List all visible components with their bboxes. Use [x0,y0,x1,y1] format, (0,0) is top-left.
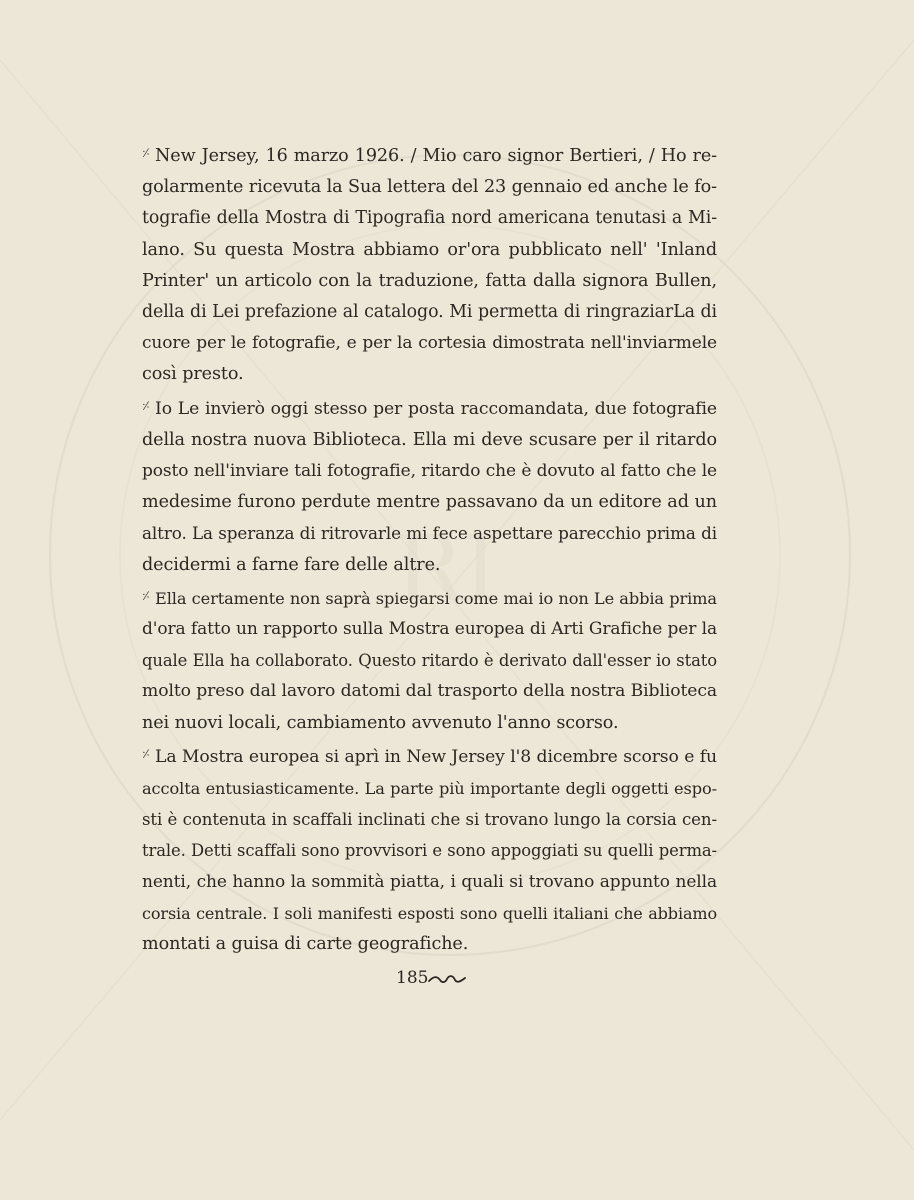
paragraph-mark-icon: ⸓ [142,146,150,160]
paragraph-mark-icon: ⸓ [142,746,150,761]
paragraph-2 [142,391,717,581]
page-folio [384,962,474,996]
text-line: sti è contenuta in scaffali inclinati che si trovano lungo la corsia cen- [142,810,717,830]
paragraph-3 [142,581,717,739]
line-text: Ella certamente non saprà spiegarsi come mai io non Le abbia prima [155,588,717,608]
swash-ornament-icon [428,972,466,986]
line-text: Io Le invierò oggi stesso per posta raccomandata, due fotografie [155,398,717,419]
text-line [142,581,717,614]
paragraph-mark-icon: ⸓ [142,588,150,603]
text-line: posto nell'inviare tali fotografie, ritardo che è dovuto al fatto che le [142,461,717,482]
svg-text:RI: RI [395,517,499,622]
text-line: montati a guisa di carte geografiche. [142,934,469,955]
text-line: Printer' un articolo con la traduzione, fatta dalla signora Bullen, [142,270,717,291]
text-line: corsia centrale. I soli manifesti esposti sono quelli italiani che abbiamo [142,903,717,923]
line-text: La Mostra europea si aprì in New Jersey l'8 dicembre scorso e fu [155,746,717,767]
text-line [142,138,717,172]
text-line: cuore per le fotografie, e per la cortesia dimostrata nell'inviarmele [142,333,717,354]
text-line: altro. La speranza di ritrovarle mi fece aspettare parecchio prima di [142,523,717,544]
text-line [142,739,717,773]
text-line: quale Ella ha collaborato. Questo ritardo è derivato dall'esser io stato [142,651,717,671]
text-line: così presto. [142,364,244,385]
text-line: nei nuovi locali, cambiamento avvenuto l'anno scorso. [142,712,619,733]
text-line: decidermi a farne fare delle altre. [142,554,441,575]
text-line: golarmente ricevuta la Sua lettera del 23 gennaio ed anche le fo- [142,177,717,198]
page-number: 185 [396,968,429,988]
text-line: tografie della Mostra di Tipografia nord americana tenutasi a Mi- [142,208,717,229]
text-line: medesime furono perdute mentre passavano da un editore ad un [142,492,717,513]
text-line: d'ora fatto un rapporto sulla Mostra europea di Arti Grafiche per la [142,619,717,640]
text-line: della di Lei prefazione al catalogo. Mi permetta di ringraziarLa di [142,302,717,323]
text-line: accolta entusiasticamente. La parte più importante degli oggetti espo- [142,779,717,799]
body-text [142,138,717,960]
text-line: lano. Su questa Mostra abbiamo or'ora pubblicato nell' 'Inland [142,239,717,260]
text-line: della nostra nuova Biblioteca. Ella mi deve scusare per il ritardo [142,429,717,450]
paragraph-4 [142,739,717,960]
line-text: New Jersey, 16 marzo 1926. / Mio caro signor Bertieri, / Ho re- [155,146,717,166]
paragraph-mark-icon: ⸓ [142,398,150,413]
text-line [142,391,717,425]
paragraph-1 [142,138,717,391]
text-line: nenti, che hanno la sommità piatta, i quali si trovano appunto nella [142,871,717,892]
text-line: trale. Detti scaffali sono provvisori e sono appoggiati su quelli perma- [142,841,717,861]
text-line: molto preso dal lavoro datomi dal trasporto della nostra Biblioteca [142,681,718,702]
